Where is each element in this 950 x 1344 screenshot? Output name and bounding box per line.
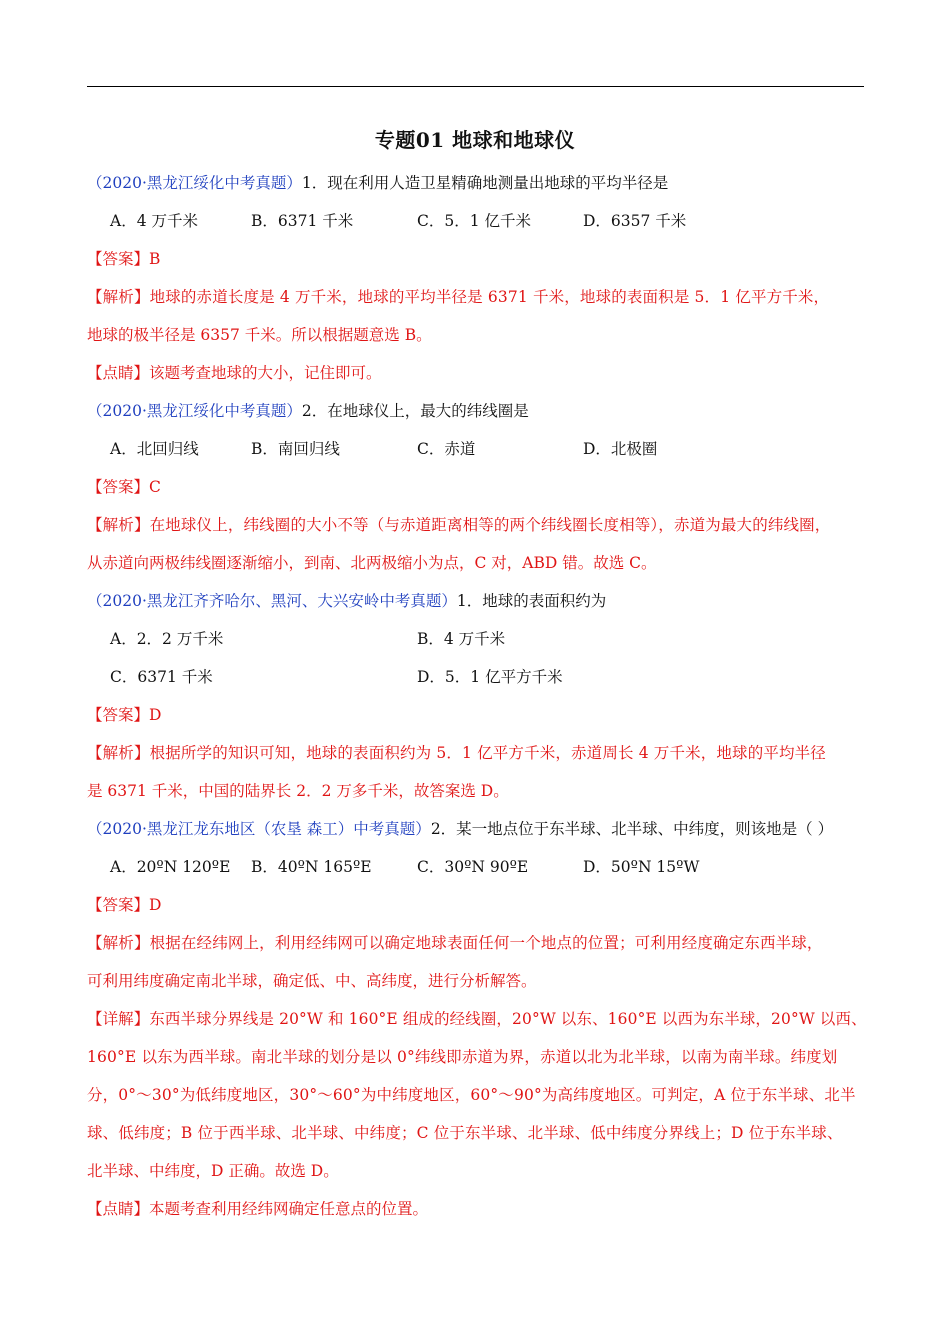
option-c: C．30ºN 90ºE xyxy=(417,858,529,876)
question-stem: 1．现在利用人造卫星精确地测量出地球的平均半径是 xyxy=(301,174,669,192)
answer: 【答案】D xyxy=(87,896,162,914)
option-d: D．5．1 亿平方千米 xyxy=(417,668,563,686)
detail-line: 【详解】东西半球分界线是 20°W 和 160°E 组成的经线圈，20°W 以东、160°E 以西为东半球，20°W 以西、 xyxy=(87,1010,867,1028)
option-b: B．4 万千米 xyxy=(417,630,506,648)
option-d: D．北极圈 xyxy=(583,440,658,458)
header-rule xyxy=(87,86,864,87)
option-c: C．5．1 亿千米 xyxy=(417,212,532,230)
comment: 【点睛】本题考查利用经纬网确定任意点的位置。 xyxy=(87,1200,429,1218)
option-c: C．6371 千米 xyxy=(110,668,213,686)
option-a: A．20ºN 120ºE xyxy=(110,858,231,876)
detail-line: 北半球、中纬度，D 正确。故选 D。 xyxy=(87,1162,339,1180)
answer: 【答案】D xyxy=(87,706,162,724)
question-source: （2020·黑龙江绥化中考真题） xyxy=(87,402,302,420)
option-a: A．2．2 万千米 xyxy=(110,630,224,648)
question-stem: 2．某一地点位于东半球、北半球、中纬度，则该地是（ ） xyxy=(430,820,834,838)
analysis-line: 【解析】根据所学的知识可知，地球的表面积约为 5．1 亿平方千米，赤道周长 4 万千米，地球的平均半径 xyxy=(87,744,826,762)
option-b: B．40ºN 165ºE xyxy=(251,858,372,876)
analysis-line: 是 6371 千米，中国的陆界长 2．2 万多千米，故答案选 D。 xyxy=(87,782,509,800)
analysis-line: 【解析】在地球仪上，纬线圈的大小不等（与赤道距离相等的两个纬线圈长度相等），赤道为最大的纬线圈， xyxy=(87,516,831,534)
question-1-header xyxy=(87,172,867,194)
question-stem: 2．在地球仪上，最大的纬线圈是 xyxy=(301,402,529,420)
answer: 【答案】B xyxy=(87,250,161,268)
page-title: 专题01 地球和地球仪 xyxy=(374,128,576,152)
detail-line: 分，0°～30°为低纬度地区，30°～60°为中纬度地区，60°～90°为高纬度地区。可判定，A 位于东半球、北半 xyxy=(87,1086,856,1104)
detail-line: 球、低纬度；B 位于西半球、北半球、中纬度；C 位于东半球、北半球、低中纬度分界线上；D 位于东半球、 xyxy=(87,1124,843,1142)
analysis-line: 【解析】根据在经纬网上，利用经纬网可以确定地球表面任何一个地点的位置；可利用经度确定东西半球， xyxy=(87,934,823,952)
option-a: A．4 万千米 xyxy=(110,212,198,230)
question-source: （2020·黑龙江齐齐哈尔、黑河、大兴安岭中考真题） xyxy=(87,592,457,610)
question-source: （2020·黑龙江绥化中考真题） xyxy=(87,174,302,192)
option-a: A．北回归线 xyxy=(110,440,199,458)
answer: 【答案】C xyxy=(87,478,161,496)
option-c: C．赤道 xyxy=(417,440,476,458)
question-stem: 1．地球的表面积约为 xyxy=(456,592,607,610)
question-4-header xyxy=(87,818,867,840)
analysis-line: 从赤道向两极纬线圈逐渐缩小，到南、北两极缩小为点，C 对，ABD 错。故选 C。 xyxy=(87,554,657,572)
question-2-header xyxy=(87,400,867,422)
option-d: D．6357 千米 xyxy=(583,212,687,230)
option-b: B．6371 千米 xyxy=(251,212,354,230)
detail-line: 160°E 以东为西半球。南北半球的划分是以 0°纬线即赤道为界，赤道以北为北半球，以南为南半球。纬度划 xyxy=(87,1048,838,1066)
comment: 【点睛】该题考查地球的大小，记住即可。 xyxy=(87,364,382,382)
analysis-line: 地球的极半径是 6357 千米。所以根据题意选 B。 xyxy=(87,326,432,344)
analysis-line: 可利用纬度确定南北半球，确定低、中、高纬度，进行分析解答。 xyxy=(87,972,537,990)
analysis-line: 【解析】地球的赤道长度是 4 万千米，地球的平均半径是 6371 千米，地球的表面积是 5．1 亿平方千米， xyxy=(87,288,830,306)
question-3-header xyxy=(87,590,867,612)
question-source: （2020·黑龙江龙东地区（农垦 森工）中考真题） xyxy=(87,820,431,838)
option-d: D．50ºN 15ºW xyxy=(583,858,700,876)
option-b: B．南回归线 xyxy=(251,440,340,458)
